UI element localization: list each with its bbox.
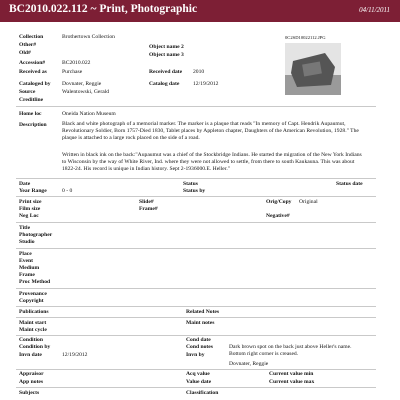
row-other: Other#: [19, 42, 37, 48]
row-object-name3: Object name 3: [149, 52, 184, 58]
description-paragraph-2: Written in black ink on the back:"Aupaumut was a chief of the Stockbridge Indians. He started the migration of the New York Indians to Wisconsin by the way of White River, Ind. where they were not allowed to settle, from there to south Kaukauna. This was about 1822-24. His record is unique in Indian history. Sept 2-1936000.E. Heller.": [62, 152, 362, 173]
row-maint-cycle: Maint cycle: [19, 327, 47, 333]
record-title: BC2010.022.112 ~ Print, Photographic: [9, 3, 198, 15]
row-place: Place: [19, 251, 32, 257]
row-year-range: Year Range 0 - 0 Status by: [19, 188, 206, 194]
row-print-size: Print size Slide# Orig/Copy Original: [19, 199, 318, 205]
divider: [16, 317, 376, 318]
row-creditline: Creditline: [19, 97, 44, 103]
row-copyright: Copyright: [19, 298, 44, 304]
row-photographer: Photographer: [19, 232, 53, 238]
divider: [16, 222, 376, 223]
row-object-name2: Object name 2: [149, 44, 184, 50]
divider: [16, 306, 376, 307]
description-paragraph-1: Black and white photograph of a memorial marker. The marker is a plaque that reads "In memory of Capt. Hendrik Aupaumut, Revolutionary Soldier, Born 1757-Died 1830, Tablet places by Appleton chapter, Daughters of the American Revolution, 1928." The plaque is attached to a large rock placed on the side of a road.: [62, 121, 359, 142]
row-received: Received as Purchase Received date 2010: [19, 69, 205, 75]
row-provenance: Provenance: [19, 291, 47, 297]
row-invn-by-value: Dovnater, Reggie: [229, 361, 269, 367]
row-accession: Accession# BC2010.022: [19, 60, 91, 66]
row-title: Title: [19, 225, 31, 231]
row-date: Date Status Status date: [19, 181, 363, 187]
row-studio: Studio: [19, 239, 35, 245]
cond-notes-value: Dark brown spot on the back just above Heller's name. Bottom right corner is creased.: [229, 344, 352, 358]
row-maint-start: Maint start Maint notes: [19, 320, 215, 326]
row-condition: Condition Cond date: [19, 337, 211, 343]
collection-value: Brothertown Collection: [62, 34, 115, 40]
row-publications: Publications Related Notes: [19, 309, 220, 315]
row-invn: Invn date 12/19/2012 Invn by: [19, 352, 205, 358]
row-description: Description: [19, 122, 47, 128]
divider: [16, 288, 376, 289]
divider: [16, 178, 376, 179]
row-collection: Collection Brothertown Collection: [19, 34, 115, 40]
image-filename: 0C2SD10022112.JPG: [285, 35, 326, 40]
row-medium: Medium: [19, 265, 40, 271]
row-event: Event: [19, 258, 33, 264]
divider: [16, 387, 376, 388]
print-date: 04/11/2011: [359, 6, 390, 14]
row-old: Old#: [19, 50, 31, 56]
row-cataloged: Cataloged by Dovnater, Reggie Catalog date 12/19/2012: [19, 81, 219, 87]
row-neg-loc: Neg Loc Negative#: [19, 213, 290, 219]
row-appraisor: Appraisor Acq value Current value min: [19, 371, 314, 377]
row-subjects: Subjects Classification: [19, 390, 219, 396]
row-app-notes: App notes Value date Current value max: [19, 379, 315, 385]
row-frame: Frame: [19, 272, 35, 278]
row-condition-by: Condition by Cond notes: [19, 344, 213, 350]
row-home-loc: Home loc Oneida Nation Museum: [19, 111, 116, 117]
divider: [16, 248, 376, 249]
divider: [16, 106, 376, 107]
row-proc-method: Proc Method: [19, 279, 51, 285]
row-source: Source Walentowski, Gerald: [19, 89, 110, 95]
row-film-size: Film size Frame#: [19, 206, 158, 212]
record-header: [0, 0, 400, 22]
divider: [16, 196, 376, 197]
